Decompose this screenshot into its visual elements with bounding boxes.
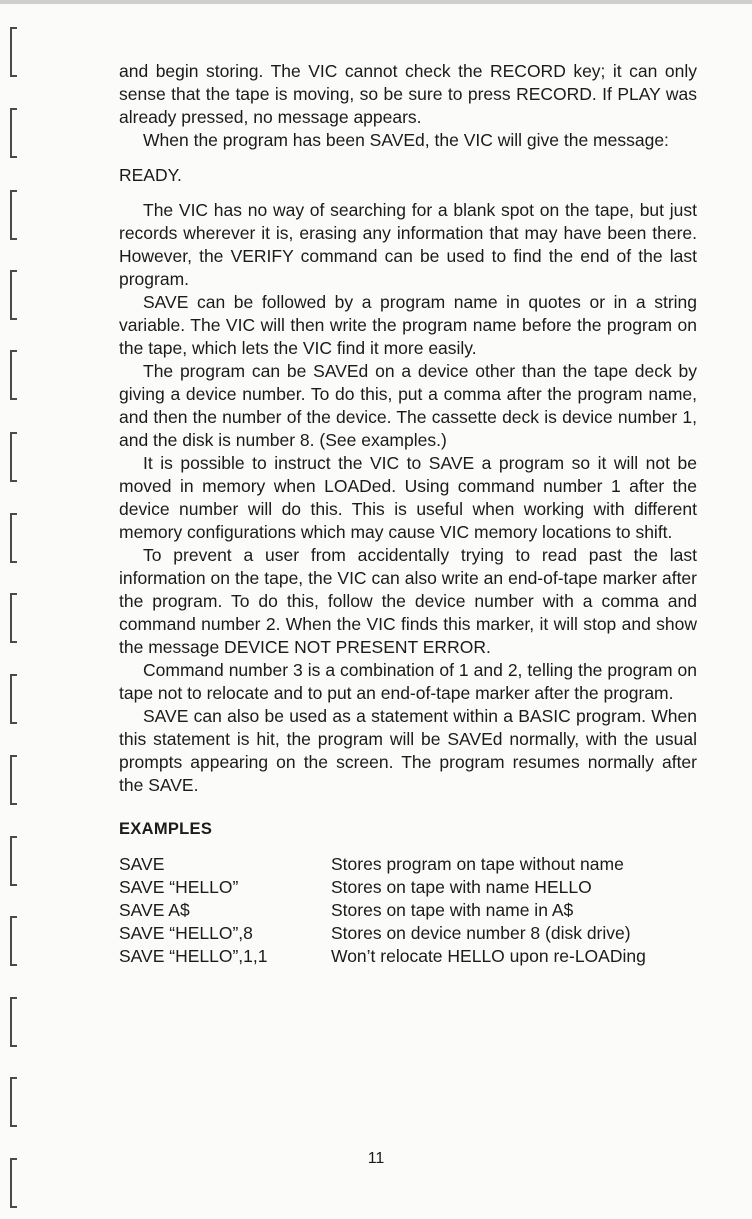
binding-ring xyxy=(10,836,17,886)
example-row xyxy=(119,945,697,968)
binding-ring xyxy=(10,27,17,77)
binding-ring xyxy=(10,432,17,482)
binding-ring xyxy=(10,270,17,320)
ready-message: READY. xyxy=(119,165,182,185)
example-command: SAVE “HELLO”,1,1 xyxy=(119,946,268,966)
example-row xyxy=(119,899,697,922)
binding-ring xyxy=(10,674,17,724)
example-description: Won’t relocate HELLO upon re-LOADing xyxy=(331,946,646,966)
example-description: Stores program on tape without name xyxy=(331,854,624,874)
binding-ring xyxy=(10,593,17,643)
example-row xyxy=(119,876,697,899)
example-description: Stores on tape with name in A$ xyxy=(331,900,574,920)
example-description: Stores on tape with name HELLO xyxy=(331,877,592,897)
binding-ring xyxy=(10,755,17,805)
body-paragraph: SAVE can be followed by a program name in quotes or in a string variable. The VIC will then write the program name before the program on the tape, which lets the VIC find it more easily. xyxy=(119,292,697,358)
example-command: SAVE “HELLO” xyxy=(119,877,239,897)
body-paragraph: and begin storing. The VIC cannot check the RECORD key; it can only sense that the tape is moving, so be sure to press RECORD. If PLAY was already pressed, no message appears. xyxy=(119,61,697,127)
example-command: SAVE “HELLO”,8 xyxy=(119,923,253,943)
example-description: Stores on device number 8 (disk drive) xyxy=(331,923,631,943)
body-paragraph: To prevent a user from accidentally trying to read past the last information on the tape, the VIC can also write an end-of-tape marker after the program. To do this, follow the device number with a comma and command number 2. When the VIC finds this marker, it will stop and show the message DEVICE NOT PRESENT ERROR. xyxy=(119,545,697,657)
body-paragraph: Command number 3 is a combination of 1 and 2, telling the program on tape not to relocate and to put an end-of-tape marker after the program. xyxy=(119,660,697,703)
body-paragraph: SAVE can also be used as a statement within a BASIC program. When this statement is hit, the program will be SAVEd normally, with the usual prompts appearing on the screen. The program resumes normally after the SAVE. xyxy=(119,706,697,795)
spiral-binding xyxy=(0,0,40,1219)
example-row xyxy=(119,922,697,945)
binding-ring xyxy=(10,997,17,1047)
examples-heading: EXAMPLES xyxy=(119,820,213,838)
binding-ring xyxy=(10,108,17,158)
body-paragraph: The program can be SAVEd on a device other than the tape deck by giving a device number. To do this, put a comma after the program name, and then the number of the device. The cassette deck is device number 1, and the disk is number 8. (See examples.) xyxy=(119,361,697,450)
page-number: 11 xyxy=(367,1150,385,1167)
body-paragraph: The VIC has no way of searching for a blank spot on the tape, but just records wherever it is, erasing any information that may have been there. However, the VERIFY command can be used to find the end of the last program. xyxy=(119,200,697,289)
binding-ring xyxy=(10,916,17,966)
body-paragraph: When the program has been SAVEd, the VIC will give the message: xyxy=(143,130,669,150)
examples-list xyxy=(119,853,697,968)
binding-ring xyxy=(10,190,17,240)
body-paragraph: It is possible to instruct the VIC to SAVE a program so it will not be moved in memory when LOADed. Using command number 1 after the device number will do this. This is useful when working with different memory configurations which may cause VIC memory locations to shift. xyxy=(119,453,697,542)
binding-ring xyxy=(10,513,17,563)
binding-ring xyxy=(10,350,17,400)
example-command: SAVE xyxy=(119,854,165,874)
page-content xyxy=(119,60,697,968)
example-command: SAVE A$ xyxy=(119,900,190,920)
binding-ring xyxy=(10,1077,17,1127)
example-row xyxy=(119,853,697,876)
page-top-edge xyxy=(0,0,752,4)
